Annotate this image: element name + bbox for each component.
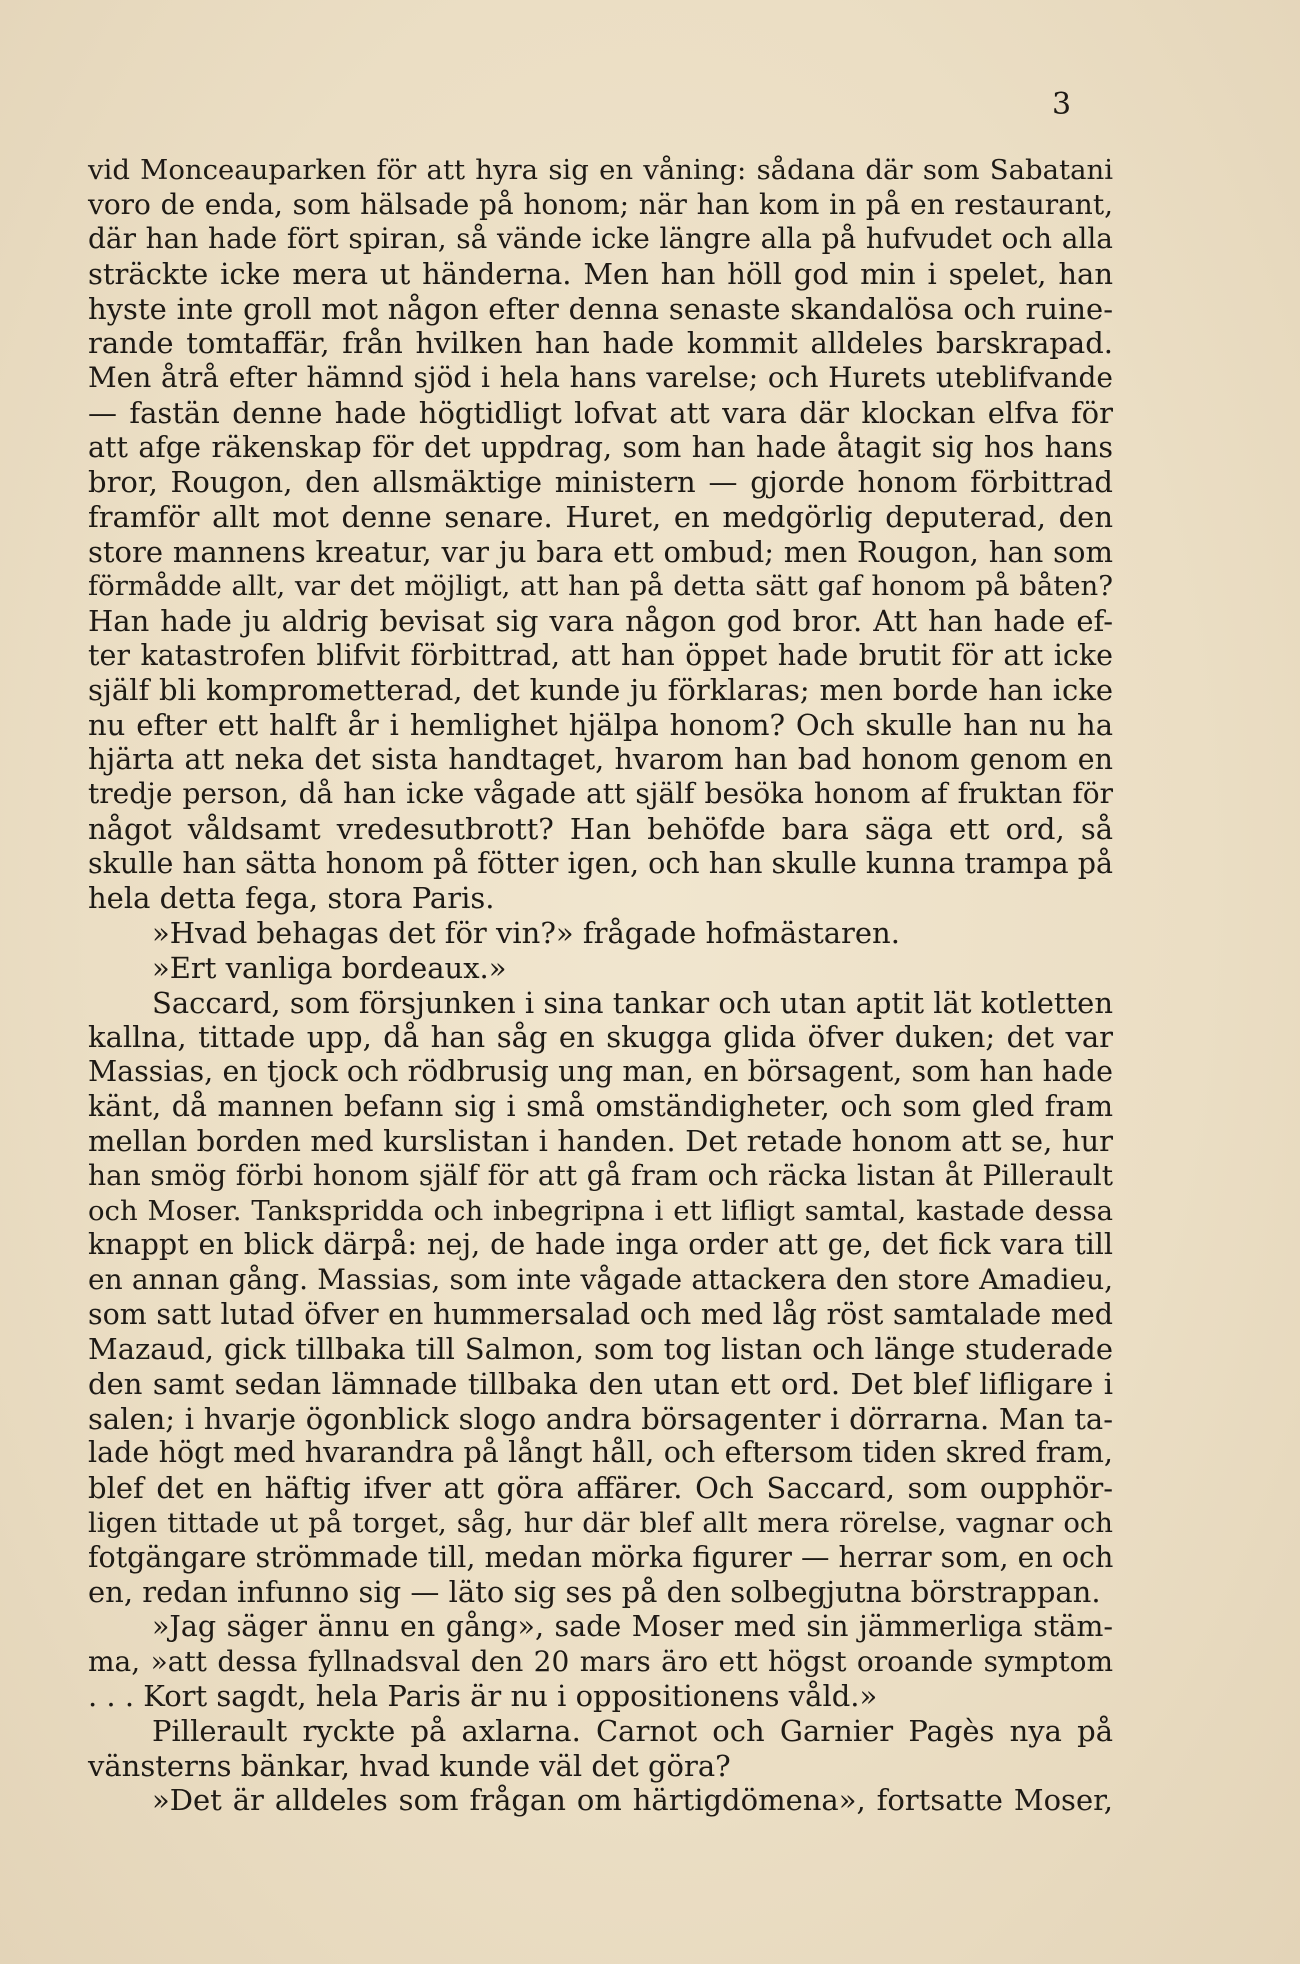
text-line: han smög förbi honom själf för att gå fram och räcka listan åt Pillerault bbox=[88, 1158, 1113, 1192]
text-line: fotgängare strömmade till, medan mörka figurer — herrar som, en och bbox=[88, 1540, 1114, 1574]
text-line: sträckte icke mera ut händerna. Men han höll god min i spelet, han bbox=[88, 257, 1113, 292]
text-line: hyste inte groll mot någon efter denna senaste skandalösa och ruine- bbox=[88, 291, 1113, 326]
text-line: Saccard, som försjunken i sina tankar och utan aptit lät kotletten bbox=[152, 985, 1113, 1020]
text-line: mellan borden med kurslistan i handen. Det retade honom att se, hur bbox=[88, 1124, 1113, 1159]
page-number: 3 bbox=[1052, 87, 1072, 122]
text-line: ma, »att dessa fyllnadsval den 20 mars äro ett högst oroande symptom bbox=[88, 1644, 1113, 1678]
text-line: där han hade fört spiran, så vände icke längre alla på hufvudet och alla bbox=[88, 222, 1113, 256]
text-line: »Det är alldeles som frågan om härtigdömena», fortsatte Moser, bbox=[152, 1783, 1113, 1818]
text-line: »Jag säger ännu en gång», sade Moser med sin jämmerliga stäm- bbox=[152, 1609, 1113, 1643]
text-line: lade högt med hvarandra på långt håll, och eftersom tiden skred fram, bbox=[88, 1436, 1113, 1470]
text-line: »Ert vanliga bordeaux.» bbox=[152, 950, 507, 985]
text-line: vänsterns bänkar, hvad kunde väl det göra? bbox=[88, 1748, 731, 1783]
text-line: Pillerault ryckte på axlarna. Carnot och Garnier Pagès nya på bbox=[152, 1713, 1113, 1748]
text-line: store mannens kreatur, var ju bara ett ombud; men Rougon, han som bbox=[88, 534, 1113, 569]
text-line: blef det en häftig ifver att göra affärer. Och Saccard, som oupphör- bbox=[88, 1471, 1113, 1506]
text-line: »Hvad behagas det för vin?» frågade hofmästaren. bbox=[152, 916, 900, 951]
text-line: den samt sedan lämnade tillbaka den utan ett ord. Det blef lifligare i bbox=[88, 1367, 1113, 1402]
text-line: själf bli komprometterad, det kunde ju förklaras; men borde han icke bbox=[88, 673, 1113, 708]
text-line: kallna, tittade upp, då han såg en skugga glida öfver duken; det var bbox=[88, 1020, 1113, 1055]
text-line: Men åtrå efter hämnd sjöd i hela hans varelse; och Hurets uteblifvande bbox=[88, 361, 1113, 395]
text-line: förmådde allt, var det möjligt, att han på detta sätt gaf honom på båten? bbox=[88, 570, 1113, 603]
text-line: hjärta att neka det sista handtaget, hvarom han bad honom genom en bbox=[88, 742, 1113, 776]
text-line: känt, då mannen befann sig i små omständigheter, och som gled fram bbox=[88, 1089, 1113, 1123]
text-line: Mazaud, gick tillbaka till Salmon, som tog listan och länge studerade bbox=[88, 1332, 1113, 1367]
text-line: . . . Kort sagdt, hela Paris är nu i oppositionens våld.» bbox=[88, 1679, 878, 1714]
text-line: salen; i hvarje ögonblick slogo andra börsagenter i dörrarna. Man ta- bbox=[88, 1401, 1113, 1436]
text-line: bror, Rougon, den allsmäktige ministern — gjorde honom förbittrad bbox=[88, 465, 1113, 500]
text-line: en, redan infunno sig — läto sig ses på den solbegjutna börstrappan. bbox=[88, 1575, 1101, 1610]
text-line: skulle han sätta honom på fötter igen, och han skulle kunna trampa på bbox=[88, 846, 1113, 880]
text-line: ter katastrofen blifvit förbittrad, att han öppet hade brutit för att icke bbox=[88, 638, 1113, 672]
text-line: voro de enda, som hälsade på honom; när han kom in på en restaurant, bbox=[88, 187, 1113, 221]
text-line: som satt lutad öfver en hummersalad och med låg röst samtalade med bbox=[88, 1297, 1113, 1331]
text-line: hela detta fega, stora Paris. bbox=[88, 881, 495, 916]
text-line: och Moser. Tankspridda och inbegripna i ett lifligt samtal, kastade dessa bbox=[88, 1194, 1113, 1227]
text-line: ligen tittade ut på torget, såg, hur där blef allt mera rörelse, vagnar och bbox=[88, 1506, 1113, 1539]
text-line: nu efter ett halft år i hemlighet hjälpa honom? Och skulle han nu ha bbox=[88, 708, 1113, 742]
text-line: vid Monceauparken för att hyra sig en våning: sådana där som Sabatani bbox=[88, 154, 1113, 186]
body-text bbox=[88, 153, 1113, 1818]
text-line: att afge räkenskap för det uppdrag, som han hade åtagit sig hos hans bbox=[88, 430, 1113, 464]
text-line: tredje person, då han icke vågade att själf besöka honom af fruktan för bbox=[88, 777, 1113, 811]
text-line: Han hade ju aldrig bevisat sig vara någon god bror. Att han hade ef- bbox=[88, 603, 1113, 638]
text-line: — fastän denne hade högtidligt lofvat att vara där klockan elfva för bbox=[88, 395, 1113, 430]
text-line: en annan gång. Massias, som inte vågade attackera den store Amadieu, bbox=[88, 1263, 1113, 1296]
text-line: Massias, en tjock och rödbrusig ung man, en börsagent, som han hade bbox=[88, 1054, 1113, 1088]
text-line: knappt en blick därpå: nej, de hade inga order att ge, det fick vara till bbox=[88, 1228, 1113, 1262]
text-line: framför allt mot denne senare. Huret, en medgörlig deputerad, den bbox=[88, 499, 1113, 534]
text-line: något våldsamt vredesutbrott? Han behöfde bara säga ett ord, så bbox=[88, 812, 1113, 847]
text-line: rande tomtaffär, från hvilken han hade kommit alldeles barskrapad. bbox=[88, 326, 1113, 361]
